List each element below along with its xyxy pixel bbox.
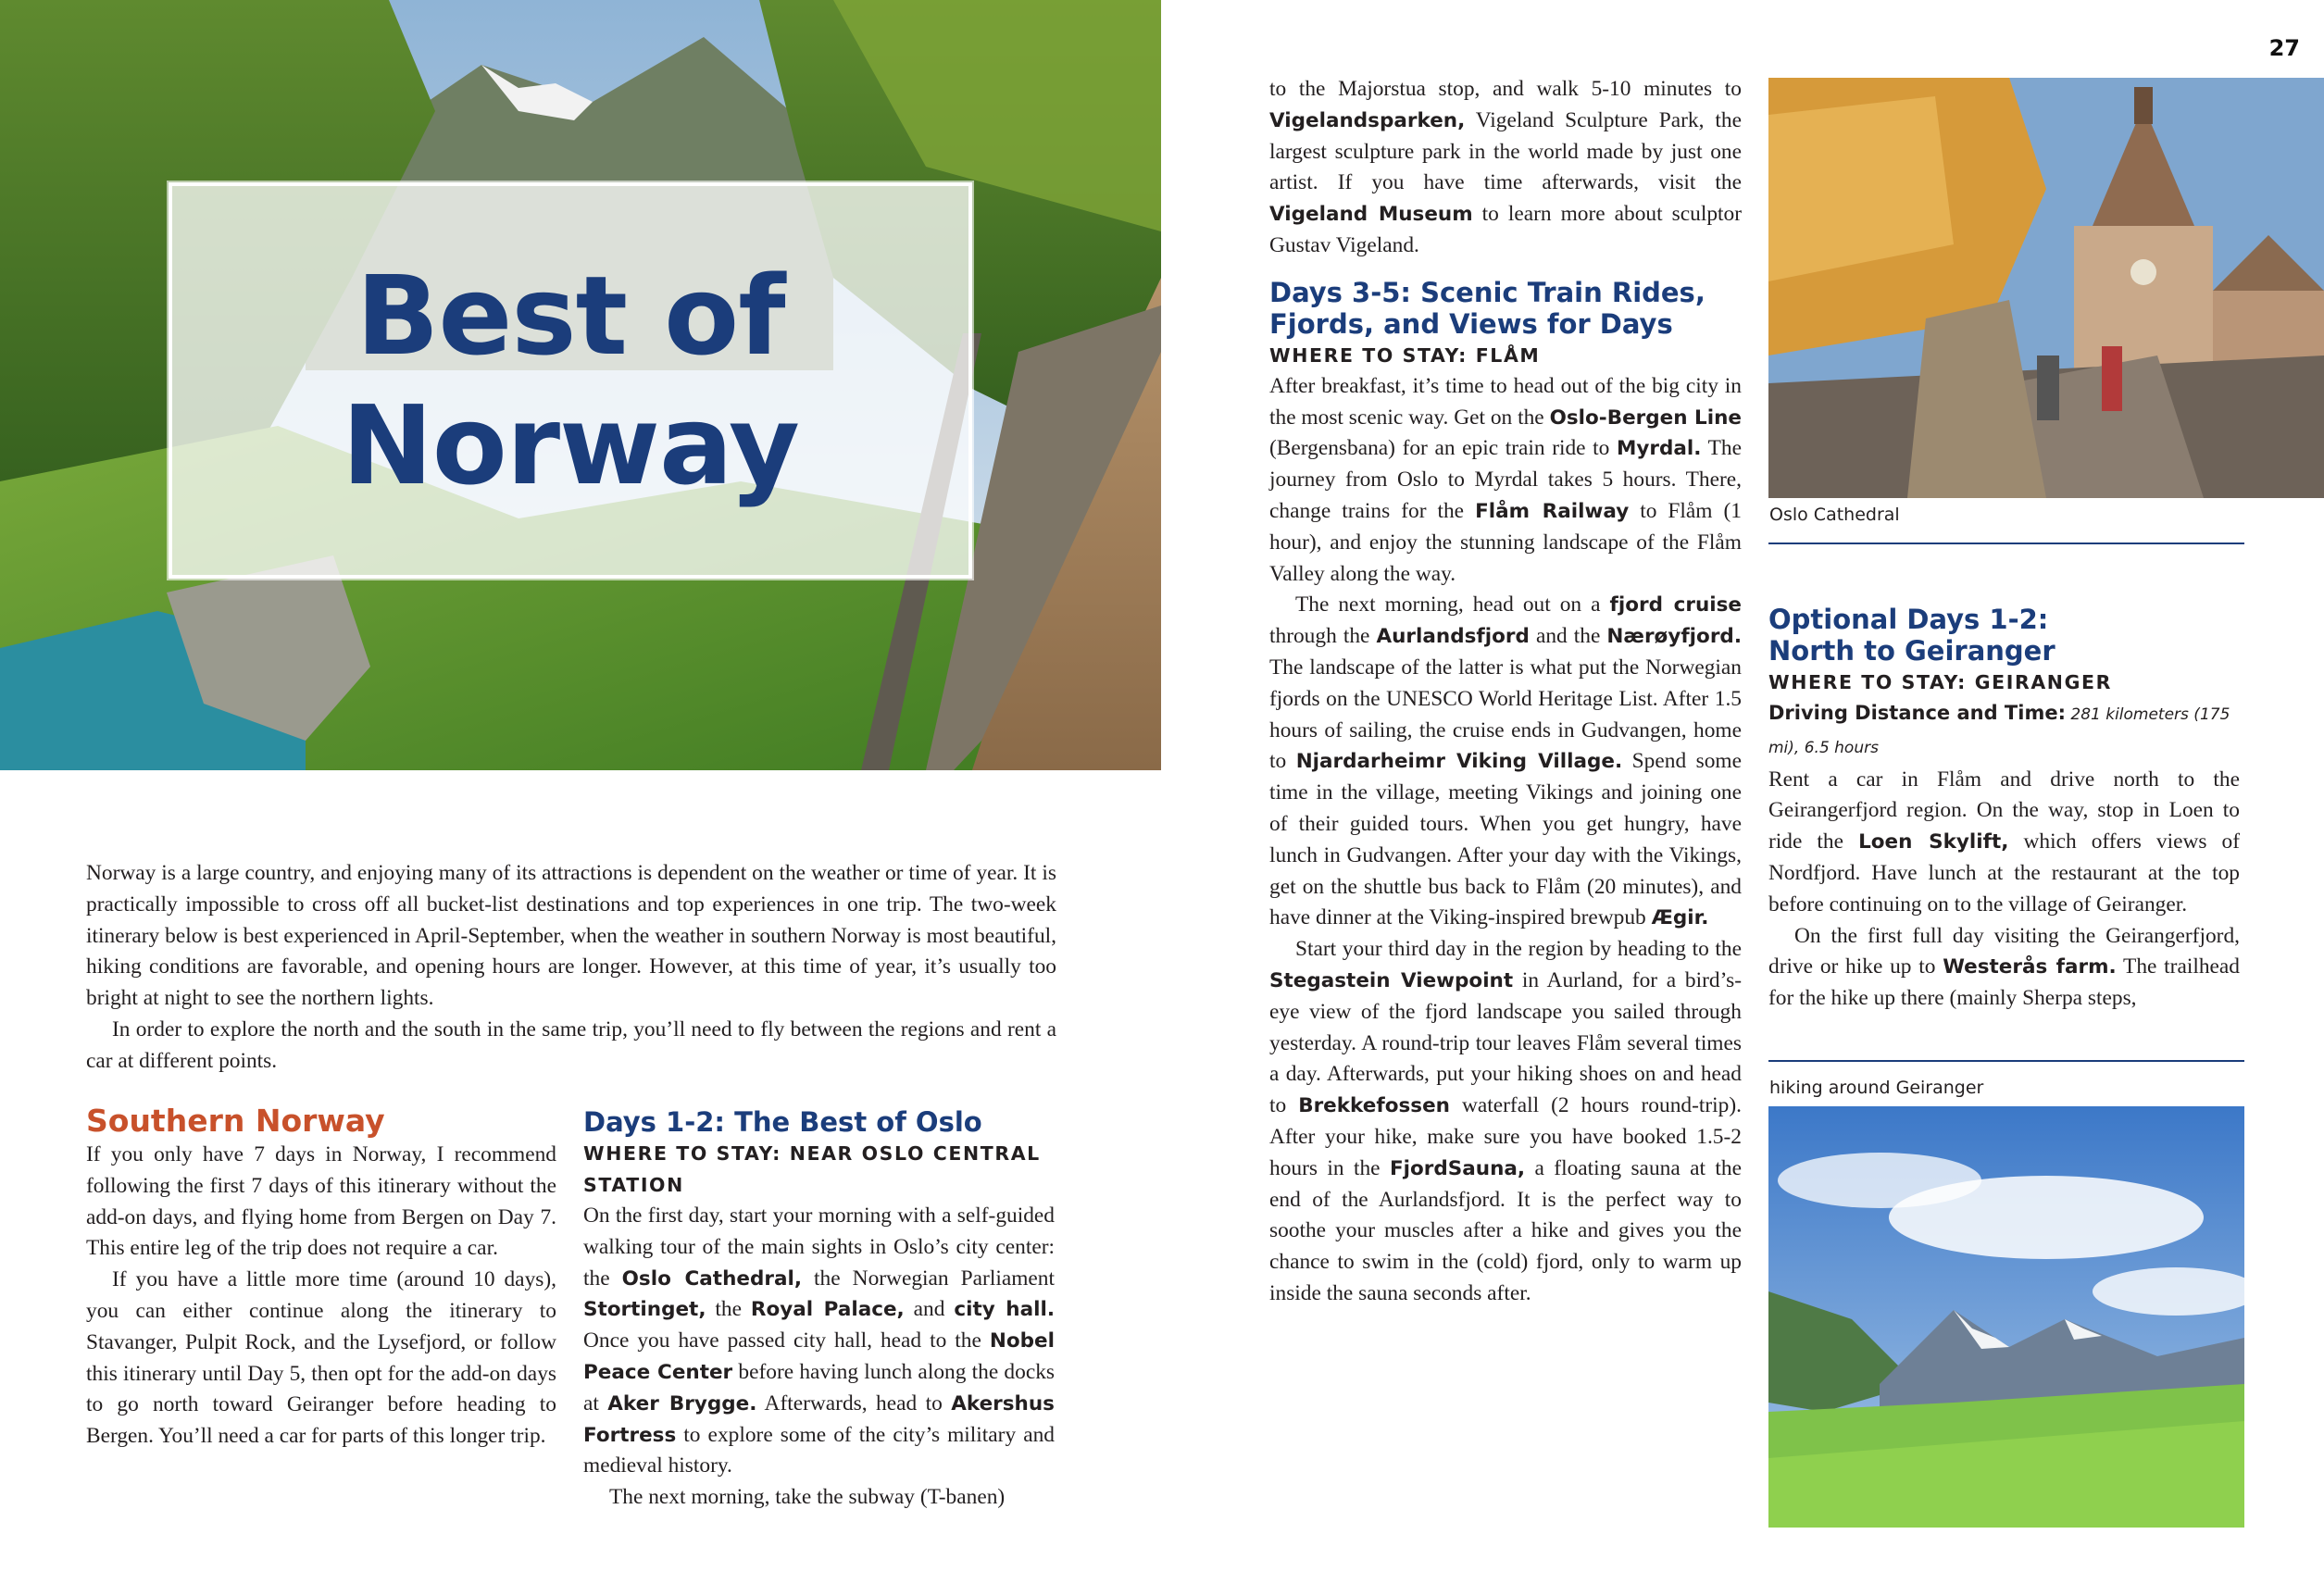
- akershus-bold: Akershus Fortress: [583, 1391, 1055, 1447]
- southern-norway-section: [86, 1103, 556, 1453]
- city-hall-bold: city hall.: [954, 1298, 1055, 1322]
- title-box: [169, 182, 972, 579]
- oslo-continued: to the Majorstua stop, and walk 5-10 minutes to Vigelandsparken, Vigeland Sculpture Park, the largest sculpture park in the world made by just one artist. If you have time afterwards, visit the Vigeland Museum to learn more about sculptor Gustav Vigeland.: [1269, 77, 1742, 257]
- oslo-cathedral-bold: Oslo Cathedral,: [621, 1266, 803, 1291]
- geiranger-where-to-stay: WHERE TO STAY: GEIRANGER: [1768, 671, 2112, 693]
- flam-where-to-stay: WHERE TO STAY: FLÅM: [1269, 343, 1541, 367]
- flam-heading: Days 3-5: Scenic Train Rides, Fjords, and Views for Days: [1269, 276, 1706, 340]
- oslo-paragraph-2: The next morning, take the subway (T-banen): [609, 1485, 1006, 1510]
- geiranger-paragraph-1: Rent a car in Flåm and drive north to the Geirangerfjord region. On the way, stop in Loen to ride the Loen Skylift, which offers views of Nordfjord. Have lunch at the restaurant at the top before continuing on to the village of Geiranger.: [1768, 767, 2241, 917]
- geiranger-heading: Optional Days 1-2: North to Geiranger: [1768, 604, 2055, 667]
- title-line-1: Best of: [356, 252, 785, 380]
- middle-column: [1269, 74, 1742, 1310]
- intro-paragraph-2: In order to explore the north and the south in the same trip, you’ll need to fly between the regions and rent a car at different points.: [86, 1017, 1056, 1073]
- cathedral-illustration: [1768, 78, 2324, 498]
- oslo-section: [583, 1106, 1055, 1514]
- oslo-cathedral-photo: [1768, 78, 2324, 498]
- oslo-where-to-stay: WHERE TO STAY: NEAR OSLO CENTRAL STATION: [583, 1142, 1041, 1196]
- title-line-2: Norway: [342, 381, 799, 509]
- intro-section: [86, 858, 1056, 1078]
- southern-paragraph-1: If you only have 7 days in Norway, I recommend following the first 7 days of this itinerary without the add-on days, and flying home from Bergen on Day 7. This entire leg of the trip does not require a car.: [86, 1142, 556, 1261]
- stortinget-bold: Stortinget,: [583, 1298, 706, 1322]
- caption-rule-2: [1768, 1060, 2244, 1062]
- geiranger-caption: hiking around Geiranger: [1769, 1078, 1984, 1098]
- page-number-right: 27: [2268, 35, 2300, 61]
- driving-distance: Driving Distance and Time: 281 kilometers (175 mi), 6.5 hours: [1768, 702, 2230, 757]
- flam-paragraph-3: Start your third day in the region by heading to the Stegastein Viewpoint in Aurland, for a bird’s-eye view of the fjord landscape you sailed through yesterday. A round-trip tour leaves Flåm several times a day. Afterwards, put your hiking shoes on and head to Brekkefossen waterfall (2 hours round-trip). After your hike, make sure you have booked 1.5-2 hours in the FjordSauna, a floating sauna at the end of the Aurlandsfjord. It is the perfect way to soothe your muscles after a hike and gives you the chance to swim in the (cold) fjord, only to warm up inside the sauna seconds after.: [1269, 937, 1742, 1305]
- oslo-heading: Days 1-2: The Best of Oslo: [583, 1106, 982, 1138]
- caption-rule-1: [1768, 543, 2244, 544]
- southern-norway-heading: Southern Norway: [86, 1103, 385, 1139]
- aker-brygge-bold: Aker Brygge.: [607, 1391, 757, 1416]
- intro-paragraph-1: Norway is a large country, and enjoying many of its attractions is dependent on the weather or time of year. It is practically impossible to cross off all bucket-list destinations and top experiences in one trip. The two-week itinerary below is best experienced in April-September, when the weather in southern Norway is most beautiful, hiking conditions are favorable, and opening hours are longer. However, at this time of year, it’s usually too bright at night to see the northern lights.: [86, 861, 1056, 1011]
- page-title: [342, 251, 799, 510]
- hero-photo: [0, 0, 1161, 770]
- nobel-center-bold: Nobel Peace Center: [583, 1329, 1055, 1384]
- geiranger-photo: [1768, 1106, 2244, 1528]
- flam-paragraph-2: The next morning, head out on a fjord cruise through the Aurlandsfjord and the Nærøyfjord. The landscape of the latter is what put the Norwegian fjords on the UNESCO World Heritage List. After 1.5 hours of sailing, the cruise ends in Gudvangen, home to Njardarheimr Viking Village. Spend some time in the village, meeting Vikings and joining one of their guided tours. When you get hungry, have lunch in Gudvangen. After your day with the Vikings, get on the shuttle bus back to Flåm (20 minutes), and have dinner at the Viking-inspired brewpub Ægir.: [1269, 592, 1743, 930]
- oslo-paragraph-1: On the first day, start your morning with a self-guided walking tour of the main sights in Oslo’s city center: the Oslo Cathedral, the Norwegian Parliament Stortinget, the Royal Palace, and city hall. Once you have passed city hall, head to the Nobel Peace Center before having lunch along the docks at Aker Brygge. Afterwards, head to Akershus Fortress to explore some of the city’s military and medieval history.: [583, 1204, 1055, 1478]
- geiranger-paragraph-2: On the first full day visiting the Geirangerfjord, drive or hike up to Westerås farm. The trailhead for the hike up there (mainly Sherpa steps,: [1768, 923, 2240, 1011]
- flam-paragraph-1: After breakfast, it’s time to head out of the big city in the most scenic way. Get on the Oslo-Bergen Line (Bergensbana) for an epic train ride to Myrdal. The journey from Oslo to Myrdal takes 5 hours. There, change trains for the Flåm Railway to Flåm (1 hour), and enjoy the stunning landscape of the Flåm Valley along the way.: [1269, 373, 1743, 586]
- southern-paragraph-2: If you have a little more time (around 10 days), you can either continue along the itinerary to Stavanger, Pulpit Rock, and the Lysefjord, or follow this itinerary until Day 5, then opt for the add-on days to go north toward Geiranger before heading to Bergen. You’ll need a car for parts of this longer trip.: [86, 1267, 556, 1449]
- cathedral-caption: Oslo Cathedral: [1769, 505, 1900, 525]
- royal-palace-bold: Royal Palace,: [750, 1298, 905, 1322]
- mountain-meadow-illustration: [1768, 1106, 2244, 1528]
- geiranger-section: [1768, 604, 2240, 1015]
